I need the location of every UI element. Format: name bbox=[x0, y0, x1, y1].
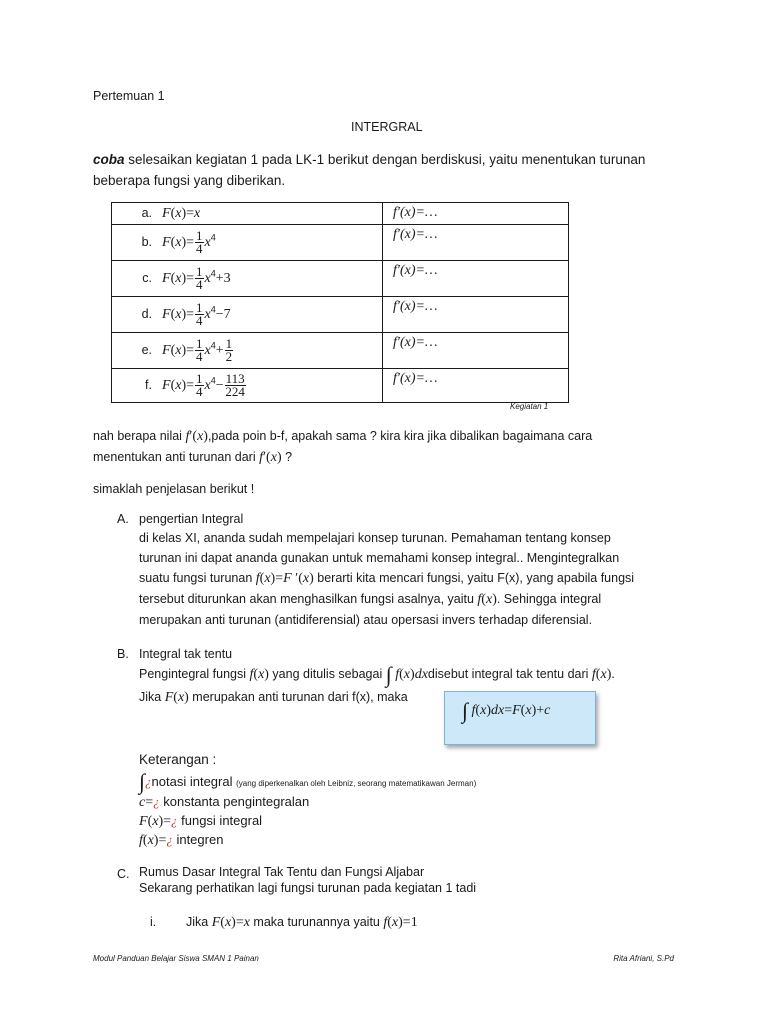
item-text-a: Jika bbox=[186, 915, 212, 929]
glyph-mark: ¿ bbox=[145, 774, 152, 789]
row-label: c. bbox=[142, 270, 152, 285]
note-item: ∫¿notasi integral (yang diperkenalkan oleh Leibniz, seorang matematikawan Jerman) bbox=[139, 769, 477, 794]
question-text-3: menentukan anti turunan dari bbox=[93, 450, 260, 464]
question-paragraph: nah berapa nilai f′(x),pada poin b-f, apakah sama ? kira kira jika dibalikan bagaimana cara menentukan anti turunan dari f′(x) ? bbox=[93, 429, 593, 465]
section-b-text: merupakan anti turunan dari f(x), maka bbox=[188, 690, 408, 704]
formula-c: F bbox=[162, 270, 171, 286]
note-item: c=¿ konstanta pengintegralan bbox=[139, 794, 310, 810]
formula-a: F bbox=[162, 205, 171, 221]
section-b-text: disebut integral tak tentu dari bbox=[427, 667, 592, 681]
integral-formula: ∫ f(x)dx=F(x)+c bbox=[462, 698, 551, 723]
answer-cell: f′(x)=… bbox=[393, 335, 438, 350]
section-c-marker: C. bbox=[117, 867, 130, 881]
note-text: fungsi integral bbox=[177, 813, 263, 828]
formula-f: F bbox=[162, 377, 171, 393]
note-item: F(x)=¿ fungsi integral bbox=[139, 813, 263, 829]
formula-d: F bbox=[162, 306, 171, 322]
section-a-marker: A. bbox=[117, 512, 129, 526]
question-text-4: ? bbox=[281, 450, 293, 464]
note-text: notasi integral bbox=[151, 774, 233, 789]
section-b-text: . bbox=[611, 667, 615, 681]
row-label: f. bbox=[145, 377, 152, 392]
integral-formula-box bbox=[444, 691, 596, 745]
section-a-line: tersebut diturunkan akan menghasilkan fungsi asalnya, yaitu bbox=[139, 592, 478, 606]
activity-table bbox=[111, 202, 569, 403]
question-text-1: nah berapa nilai bbox=[93, 429, 186, 443]
formula-b: F bbox=[162, 234, 171, 250]
note-text: integren bbox=[172, 832, 224, 847]
answer-cell: f′(x)=… bbox=[393, 371, 438, 386]
question-text-2: ,pada poin b-f, apakah sama ? kira kira jika dibalikan bagaimana cara bbox=[207, 429, 593, 443]
row-label: b. bbox=[141, 234, 152, 249]
intro-emphasis: coba bbox=[93, 152, 125, 167]
glyph-mark: ¿ bbox=[153, 794, 160, 809]
intro-paragraph bbox=[93, 149, 678, 191]
section-b-body: Pengintegral fungsi f(x) yang ditulis sebagai ∫ f(x)dxdisebut integral tak tentu dari f(x). Jika F(x) merupakan anti turunan dari f(x), maka bbox=[139, 662, 615, 705]
section-a-line: di kelas XI, ananda sudah mempelajari konsep turunan. Pemahaman tentang konsep bbox=[139, 531, 611, 545]
section-c-line: Sekarang perhatikan lagi fungsi turunan pada kegiatan 1 tadi bbox=[139, 881, 477, 895]
answer-cell: f′(x)=… bbox=[393, 205, 438, 220]
table-row: a. F(x)=x f′(x)=… bbox=[112, 203, 569, 225]
item-text: Jika F(x)=x maka turunannya yaitu f(x)=1 bbox=[186, 915, 418, 930]
glyph-mark: ¿ bbox=[171, 813, 178, 828]
note-item: f(x)=¿ integren bbox=[139, 832, 224, 848]
intro-line-1: selesaikan kegiatan 1 pada LK-1 berikut dengan berdiskusi, yaitu menentukan turunan bbox=[124, 152, 646, 167]
section-b-marker: B. bbox=[117, 647, 129, 661]
table-caption: Kegiatan 1 bbox=[510, 402, 549, 411]
section-a-title: pengertian Integral bbox=[139, 512, 244, 526]
section-b-text: yang ditulis sebagai bbox=[268, 667, 386, 681]
section-c-title: Rumus Dasar Integral Tak Tentu dan Fungsi Aljabar bbox=[139, 865, 425, 879]
section-b-title: Integral tak tentu bbox=[139, 647, 233, 661]
item-marker: i. bbox=[150, 915, 157, 929]
explain-intro: simaklah penjelasan berikut ! bbox=[93, 482, 255, 496]
table-row: f. F(x)= $\frac{1}{4}$ $x^4-$ $\frac{113}{224}$ f′(x)=… bbox=[112, 369, 569, 403]
footer-left: Modul Panduan Belajar Siswa SMAN 1 Painan bbox=[93, 954, 259, 963]
row-label: a. bbox=[141, 205, 152, 220]
table-row: c. F(x)= $\frac{1}{4}$ $x^4+3$ f′(x)=… bbox=[112, 261, 569, 297]
answer-cell: f′(x)=… bbox=[393, 227, 438, 242]
section-a-body: di kelas XI, ananda sudah mempelajari konsep turunan. Pemahaman tentang konsep turunan ini dapat ananda gunakan untuk memahami konsep integral.. Mengintegralkan suatu fungsi turunan f(x)=F ′(x) berarti kita mencari fungsi, yaitu F(x), yang apabila fungsi tersebut diturunkan akan menghasilkan fungsi asalnya, yaitu f(x). Sehingga integral merupakan anti turunan (antidiferensial) atau opersasi invers terhadap diferensial. bbox=[139, 531, 635, 627]
row-label: d. bbox=[141, 306, 152, 321]
section-a-line: berarti kita mencari fungsi, yaitu F(x), yang apabila fungsi bbox=[313, 571, 635, 585]
answer-cell: f′(x)=… bbox=[393, 263, 438, 278]
formula-e: F bbox=[162, 342, 171, 358]
glyph-mark: ¿ bbox=[166, 832, 173, 847]
item-text-b: maka turunannya yaitu bbox=[249, 915, 384, 929]
table-row: e. F(x)= $\frac{1}{4}$ $x^4+$ $\frac{1}{2}$ f′(x)=… bbox=[112, 333, 569, 369]
section-b-text: Jika bbox=[139, 690, 165, 704]
table-row: d. F(x)= $\frac{1}{4}$ $x^4-7$ f′(x)=… bbox=[112, 297, 569, 333]
section-b-text: Pengintegral fungsi bbox=[139, 667, 250, 681]
note-text: konstanta pengintegralan bbox=[159, 794, 310, 809]
notes-list bbox=[139, 769, 477, 850]
notes-heading: Keterangan : bbox=[139, 752, 217, 767]
table-row: b. F(x)= $\frac{1}{4}$ $x^4$ f′(x)=… bbox=[112, 225, 569, 261]
footer-right: Rita Afriani, S.Pd bbox=[613, 954, 674, 963]
note-small: (yang diperkenalkan oleh Leibniz, seorang matematikawan Jerman) bbox=[236, 779, 477, 788]
section-a-line: merupakan anti turunan (antidiferensial) atau opersasi invers terhadap diferensial. bbox=[139, 613, 593, 627]
section-a-line: turunan ini dapat ananda gunakan untuk memahami konsep integral.. Mengintegralkan bbox=[139, 551, 620, 565]
intro-line-2: beberapa fungsi yang diberikan. bbox=[93, 173, 286, 188]
answer-cell: f′(x)=… bbox=[393, 299, 438, 314]
section-a-line: . Sehingga integral bbox=[496, 592, 602, 606]
section-a-line: suatu fungsi turunan bbox=[139, 571, 256, 585]
meeting-label: Pertemuan 1 bbox=[93, 89, 165, 103]
page-title: INTERGRAL bbox=[351, 120, 423, 134]
row-label: e. bbox=[141, 342, 152, 357]
